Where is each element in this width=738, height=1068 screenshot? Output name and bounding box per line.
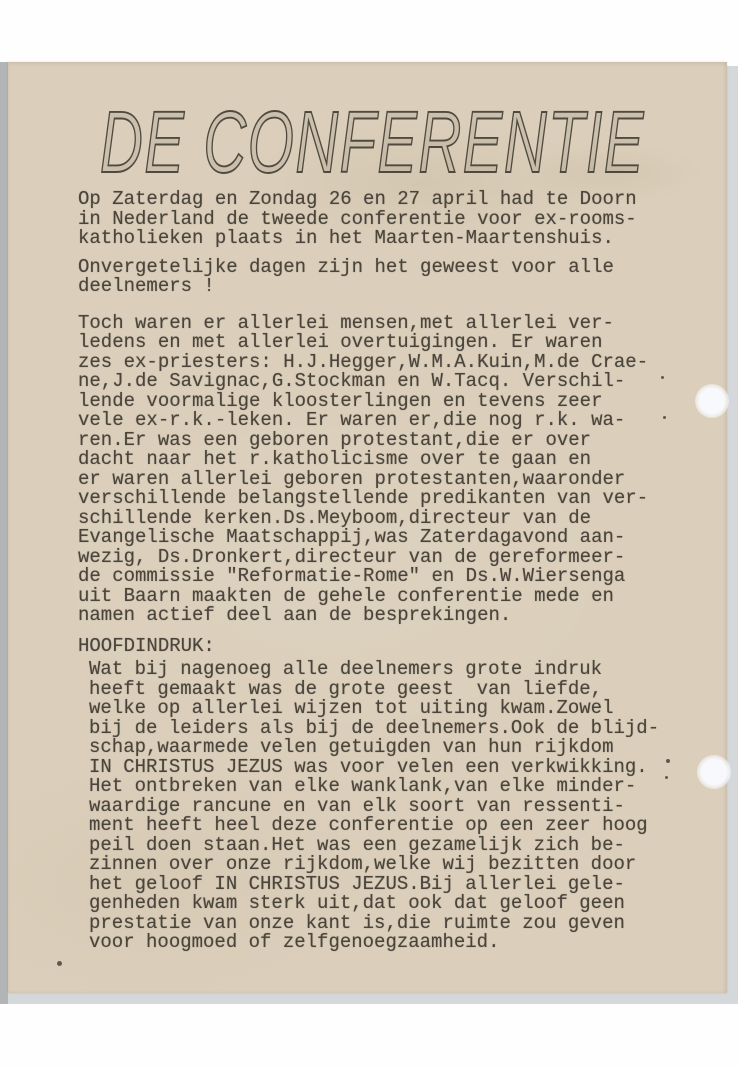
section-heading: HOOFDINDRUK: — [78, 634, 215, 657]
paragraph-intro: Op Zaterdag en Zondag 26 en 27 april had te Doorn in Nederland de tweede conferentie voor ex-rooms- katholieken plaats in het Maarten-Maartenshuis. — [78, 188, 637, 249]
ink-speck — [665, 776, 668, 779]
punch-hole-bottom — [697, 755, 731, 789]
paragraph-main-impression: Wat bij nagenoeg alle deelnemers grote indruk heeft gemaakt was de grote geest van liefde, welke op allerlei wijzen tot uiting kwam.Zowel bij de leiders als bij de deelnemers.Ook de blijd- schap,waarmede velen getuigden van hun rijkdom IN CHRISTUS JEZUS was voor velen een verkwikking. Het ontbreken van elke wanklank,van elke minder- waardige rancune en van elk soort van ressenti- ment heeft heel deze conferentie op een zeer hoog peil doen staan.Het was een gezamelijk zich be- zinnen over onze rijkdom,welke wij bezitten door het geloof IN CHRISTUS JEZUS.Bij allerlei gele- genheden kwam sterk uit,dat ook dat geloof geen prestatie van onze kant is,die ruimte zou geven voor hoogmoed of zelfgenoegzaamheid. — [89, 658, 660, 953]
scan-edge-bottom — [8, 993, 727, 1004]
scan-edge-right — [727, 66, 738, 1004]
document-body — [78, 190, 678, 953]
punch-hole-top — [695, 384, 729, 418]
document-page — [8, 62, 727, 993]
paragraph-participants: Toch waren er allerlei mensen,met allerlei ver- ledens en met allerlei overtuigingen. Er waren zes ex-priesters: H.J.Hegger,W.M.A.Kuin,M.de Crae- ne,J.de Savignac,G.Stockman en W.Tacq. Verschil- lende voormalige kloosterlingen en tevens zeer vele ex-r.k.-leken. Er waren er,die nog r.k. wa- ren.Er was een geboren protestant,die er over dacht naar het r.katholicisme over te gaan en er waren allerlei geboren protestanten,waaronder verschillende belangstellende predikanten van ver- schillende kerken.Ds.Meyboom,directeur van de Evangelische Maatschappij,was Zaterdagavond aan- wezig, Ds.Dronkert,directeur van de gereformeer- de commissie "Reformatie-Rome" en Ds.W.Wiersenga uit Baarn maakten de gehele conferentie mede en namen actief deel aan de besprekingen. — [78, 311, 649, 626]
ink-speck — [663, 416, 666, 419]
ink-speck — [57, 961, 62, 966]
ink-speck — [661, 376, 664, 379]
ink-speck — [666, 759, 670, 763]
paragraph-unforgettable: Onvergetelijke dagen zijn het geweest voor alle deelnemers ! — [78, 255, 614, 297]
page-title: DE CONFERENTIE — [100, 92, 645, 191]
